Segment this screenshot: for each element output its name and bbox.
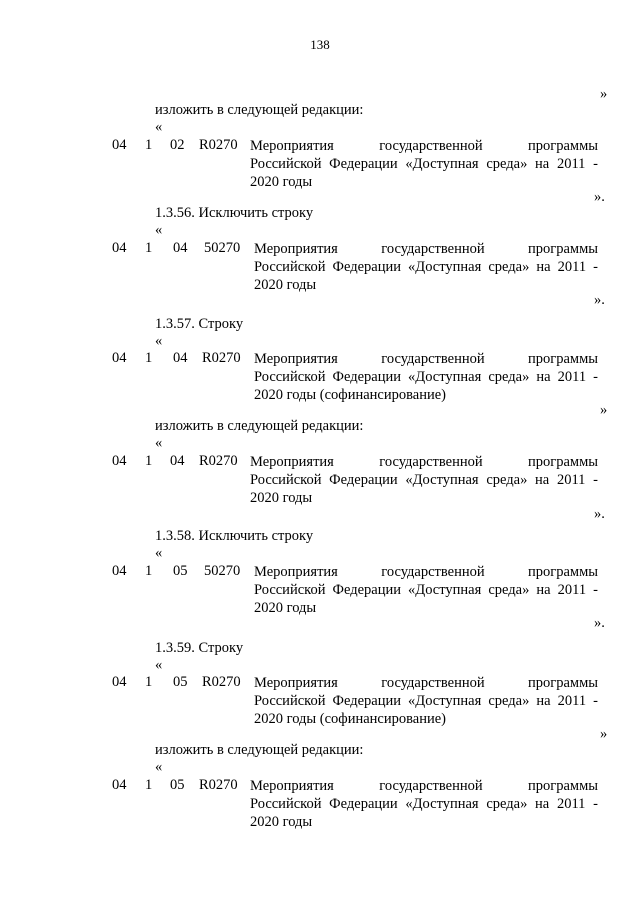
opening-quote: « (155, 435, 163, 451)
page-number: 138 (310, 37, 330, 52)
code-item: 50270 (204, 240, 241, 256)
code-item: 50270 (204, 563, 241, 579)
row-description (254, 674, 598, 728)
code-program: 04 (173, 240, 188, 256)
description-line: 2020 годы (254, 600, 317, 616)
section-heading: 1.3.56. Исключить строку (155, 205, 314, 221)
description-line: Мероприятия государственной программы (250, 454, 598, 470)
description-line: Мероприятия государственной программы (254, 675, 598, 691)
description-line: Российской Федерации «Доступная среда» на 2011 - (254, 259, 598, 275)
code-item: R0270 (199, 453, 238, 469)
closing-quote: ». (594, 292, 605, 308)
description-line: Российской Федерации «Доступная среда» на 2011 - (250, 472, 598, 488)
closing-quote: » (600, 726, 608, 742)
code-section: 04 (112, 563, 127, 579)
description-line: 2020 годы (250, 814, 313, 830)
code-section: 04 (112, 777, 127, 793)
code-subsection: 1 (145, 563, 153, 579)
code-item: R0270 (202, 674, 241, 690)
instruction-text: изложить в следующей редакции: (155, 742, 364, 758)
code-subsection: 1 (145, 674, 153, 690)
description-line: 2020 годы (софинансирование) (254, 387, 446, 403)
description-line: Российской Федерации «Доступная среда» на 2011 - (250, 156, 598, 172)
section-heading: 1.3.58. Исключить строку (155, 528, 314, 544)
closing-quote: ». (594, 615, 605, 631)
code-section: 04 (112, 350, 127, 366)
opening-quote: « (155, 545, 163, 561)
opening-quote: « (155, 333, 163, 349)
code-item: R0270 (202, 350, 241, 366)
code-section: 04 (112, 453, 127, 469)
opening-quote: « (155, 119, 163, 135)
opening-quote: « (155, 759, 163, 775)
code-subsection: 1 (145, 240, 153, 256)
instruction-text: изложить в следующей редакции: (155, 102, 364, 118)
code-section: 04 (112, 137, 127, 153)
description-line: Мероприятия государственной программы (254, 564, 598, 580)
row-description (250, 453, 598, 507)
description-line: 2020 годы (250, 174, 313, 190)
code-subsection: 1 (145, 137, 153, 153)
section-heading: 1.3.57. Строку (155, 316, 244, 332)
section-heading: 1.3.59. Строку (155, 640, 244, 656)
closing-quote: » (600, 402, 608, 418)
description-line: Российской Федерации «Доступная среда» на 2011 - (254, 582, 598, 598)
description-line: Российской Федерации «Доступная среда» на 2011 - (254, 369, 598, 385)
description-line: 2020 годы (250, 490, 313, 506)
code-program: 05 (173, 563, 188, 579)
code-program: 05 (173, 674, 188, 690)
description-line: Мероприятия государственной программы (250, 138, 598, 154)
row-description (250, 777, 598, 831)
description-line: Мероприятия государственной программы (254, 351, 598, 367)
code-program: 04 (170, 453, 185, 469)
row-description (254, 240, 598, 294)
description-line: Российской Федерации «Доступная среда» на 2011 - (254, 693, 598, 709)
closing-quote: » (600, 86, 608, 102)
code-section: 04 (112, 674, 127, 690)
code-program: 02 (170, 137, 185, 153)
description-line: Мероприятия государственной программы (254, 241, 598, 257)
code-program: 04 (173, 350, 188, 366)
code-program: 05 (170, 777, 185, 793)
closing-quote: ». (594, 189, 605, 205)
code-subsection: 1 (145, 453, 153, 469)
instruction-text: изложить в следующей редакции: (155, 418, 364, 434)
description-line: 2020 годы (254, 277, 317, 293)
code-section: 04 (112, 240, 127, 256)
code-subsection: 1 (145, 350, 153, 366)
code-item: R0270 (199, 777, 238, 793)
row-description (254, 350, 598, 404)
description-line: Российской Федерации «Доступная среда» на 2011 - (250, 796, 598, 812)
description-line: Мероприятия государственной программы (250, 778, 598, 794)
closing-quote: ». (594, 506, 605, 522)
description-line: 2020 годы (софинансирование) (254, 711, 446, 727)
row-description (250, 137, 598, 191)
opening-quote: « (155, 657, 163, 673)
row-description (254, 563, 598, 617)
code-item: R0270 (199, 137, 238, 153)
opening-quote: « (155, 222, 163, 238)
code-subsection: 1 (145, 777, 153, 793)
